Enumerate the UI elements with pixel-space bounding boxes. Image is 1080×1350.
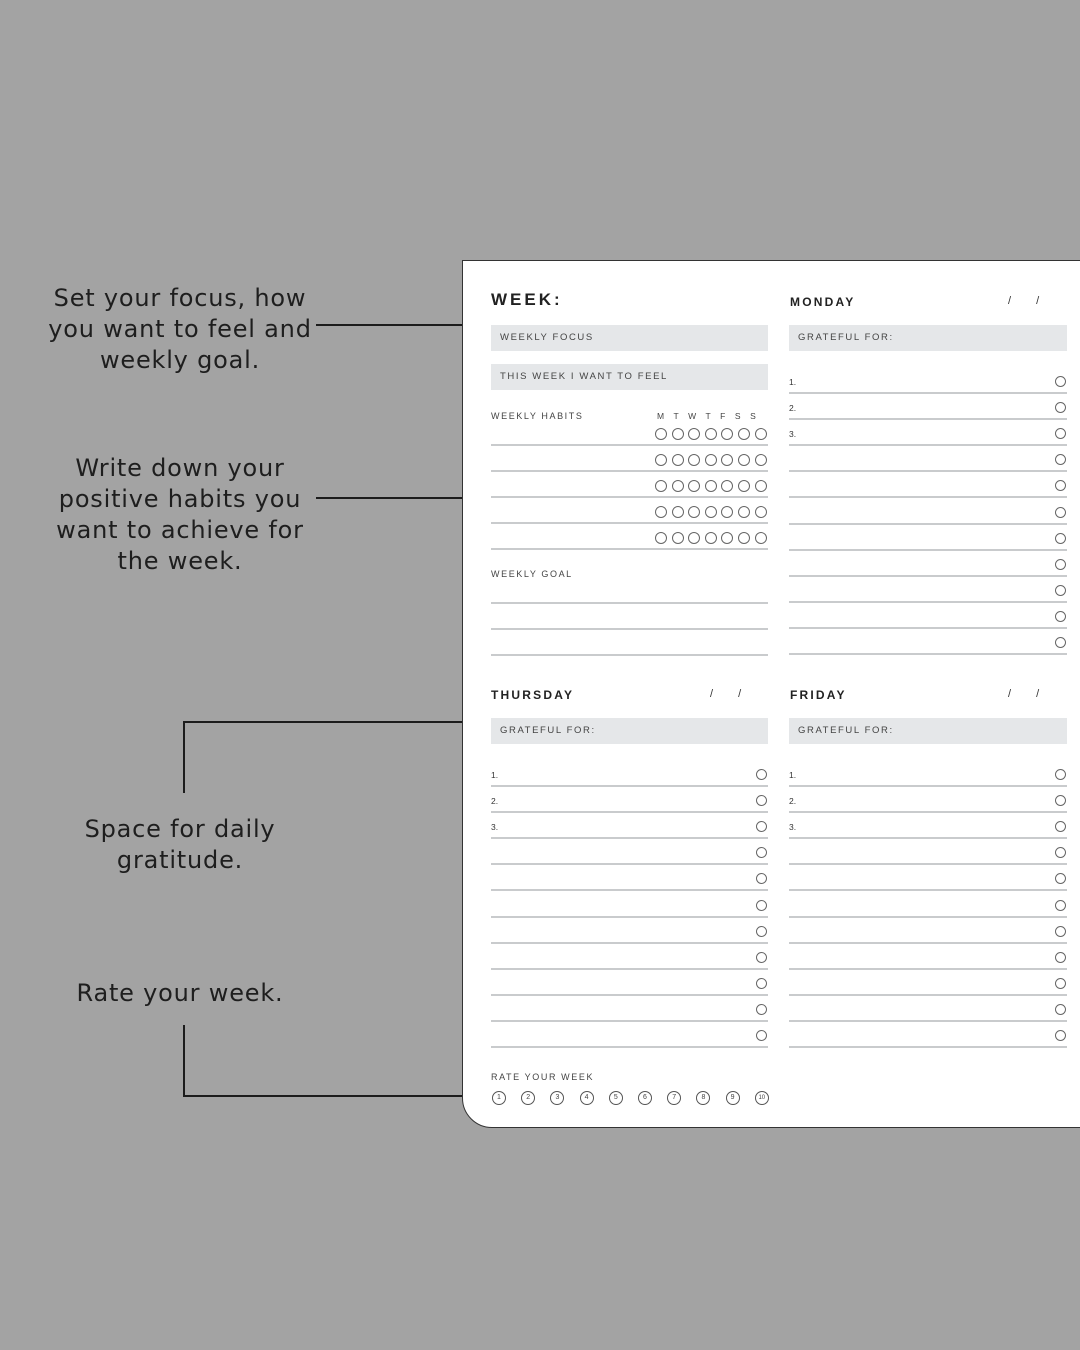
friday-check-circle[interactable] xyxy=(1055,926,1066,937)
habit-checkbox[interactable] xyxy=(738,532,750,544)
monday-grateful-box[interactable] xyxy=(789,325,1067,351)
rating-option[interactable]: 10 xyxy=(755,1091,769,1105)
rating-option[interactable]: 7 xyxy=(667,1091,681,1105)
monday-line[interactable] xyxy=(789,627,1067,629)
habit-checkbox[interactable] xyxy=(672,506,684,518)
weekly-focus-box[interactable] xyxy=(491,325,768,351)
thursday-check-circle[interactable] xyxy=(756,873,767,884)
planner-page xyxy=(462,260,1080,1128)
callout-gratitude: Space for daily gratitude. xyxy=(84,815,276,874)
want-to-feel-label: THIS WEEK I WANT TO FEEL xyxy=(500,371,668,382)
rate-your-week-label: RATE YOUR WEEK xyxy=(491,1072,595,1082)
friday-item-number: 1. xyxy=(789,770,797,780)
habit-checkbox[interactable] xyxy=(672,454,684,466)
thursday-line[interactable] xyxy=(491,863,768,865)
friday-check-circle[interactable] xyxy=(1055,1030,1066,1041)
monday-line[interactable] xyxy=(789,444,1067,446)
weekly-goal-line[interactable] xyxy=(491,628,768,630)
thursday-line[interactable] xyxy=(491,1020,768,1022)
habit-checkbox[interactable] xyxy=(755,454,767,466)
weekly-focus-label: WEEKLY FOCUS xyxy=(500,332,594,343)
habit-checkbox[interactable] xyxy=(655,454,667,466)
want-to-feel-box[interactable] xyxy=(491,364,768,390)
monday-line[interactable] xyxy=(789,523,1067,525)
habit-checkbox[interactable] xyxy=(672,428,684,440)
habit-checkbox[interactable] xyxy=(705,480,717,492)
thursday-check-circle[interactable] xyxy=(756,821,767,832)
habit-checkbox[interactable] xyxy=(738,480,750,492)
rating-option[interactable]: 9 xyxy=(726,1091,740,1105)
friday-item-number: 3. xyxy=(789,822,797,833)
habit-checkbox[interactable] xyxy=(655,506,667,518)
friday-line[interactable] xyxy=(789,811,1067,813)
thursday-check-circle[interactable] xyxy=(756,1004,767,1015)
thursday-line[interactable] xyxy=(491,994,768,996)
habit-checkbox[interactable] xyxy=(672,480,684,492)
rating-option[interactable]: 2 xyxy=(521,1091,535,1105)
monday-check-circle[interactable] xyxy=(1055,454,1066,465)
thursday-grateful-box[interactable] xyxy=(491,718,768,744)
monday-line[interactable] xyxy=(789,418,1067,420)
thursday-line[interactable] xyxy=(491,916,768,918)
habit-checkbox[interactable] xyxy=(721,532,733,544)
thursday-line[interactable] xyxy=(491,837,768,839)
callout-rate: Rate your week. xyxy=(76,979,284,1007)
habit-line[interactable] xyxy=(491,496,768,498)
friday-line[interactable] xyxy=(789,968,1067,970)
habit-line[interactable] xyxy=(491,548,768,550)
habit-checkbox[interactable] xyxy=(721,480,733,492)
habit-checkbox[interactable] xyxy=(688,532,700,544)
habit-checkbox[interactable] xyxy=(721,454,733,466)
habit-line[interactable] xyxy=(491,522,768,524)
thursday-line[interactable] xyxy=(491,968,768,970)
monday-item-number: 1. xyxy=(789,377,797,387)
monday-date-slashes[interactable]: / / xyxy=(1008,295,1040,307)
monday-line[interactable] xyxy=(789,575,1067,577)
friday-grateful-box[interactable] xyxy=(789,718,1067,744)
friday-check-circle[interactable] xyxy=(1055,769,1066,780)
friday-check-circle[interactable] xyxy=(1055,795,1066,806)
monday-line[interactable] xyxy=(789,392,1067,394)
habit-checkbox[interactable] xyxy=(705,506,717,518)
leader-line-gratitude-horizontal xyxy=(183,721,473,723)
thursday-check-circle[interactable] xyxy=(756,952,767,963)
friday-check-circle[interactable] xyxy=(1055,978,1066,989)
monday-grateful-label: GRATEFUL FOR: xyxy=(798,332,894,343)
friday-grateful-label: GRATEFUL FOR: xyxy=(798,725,894,736)
friday-check-circle[interactable] xyxy=(1055,873,1066,884)
monday-check-circle[interactable] xyxy=(1055,585,1066,596)
habit-line[interactable] xyxy=(491,444,768,446)
thursday-check-circle[interactable] xyxy=(756,900,767,911)
thursday-line[interactable] xyxy=(491,811,768,813)
weekly-goal-line[interactable] xyxy=(491,654,768,656)
friday-check-circle[interactable] xyxy=(1055,821,1066,832)
friday-line[interactable] xyxy=(789,942,1067,944)
rating-option[interactable]: 1 xyxy=(492,1091,506,1105)
thursday-line[interactable] xyxy=(491,942,768,944)
habit-checkbox[interactable] xyxy=(655,428,667,440)
thursday-check-circle[interactable] xyxy=(756,795,767,806)
habit-checkbox[interactable] xyxy=(688,428,700,440)
habit-checkbox[interactable] xyxy=(721,428,733,440)
monday-check-circle[interactable] xyxy=(1055,507,1066,518)
monday-check-circle[interactable] xyxy=(1055,428,1066,439)
weekly-habits-label: WEEKLY HABITS xyxy=(491,411,584,421)
habit-checkbox[interactable] xyxy=(655,532,667,544)
rating-option[interactable]: 3 xyxy=(550,1091,564,1105)
habit-line[interactable] xyxy=(491,470,768,472)
thursday-check-circle[interactable] xyxy=(756,847,767,858)
weekly-goal-label: WEEKLY GOAL xyxy=(491,569,573,579)
habit-checkbox[interactable] xyxy=(688,506,700,518)
thursday-item-number: 1. xyxy=(491,770,499,780)
leader-line-rate-vertical xyxy=(183,1025,185,1097)
thursday-grateful-label: GRATEFUL FOR: xyxy=(500,725,596,736)
thursday-line[interactable] xyxy=(491,1046,768,1048)
habit-checkbox[interactable] xyxy=(705,428,717,440)
rating-option[interactable]: 5 xyxy=(609,1091,623,1105)
callout-focus: Set your focus, how you want to feel and weekly goal. xyxy=(48,284,312,374)
monday-check-circle[interactable] xyxy=(1055,533,1066,544)
friday-line[interactable] xyxy=(789,994,1067,996)
monday-check-circle[interactable] xyxy=(1055,376,1066,387)
thursday-check-circle[interactable] xyxy=(756,978,767,989)
friday-heading: FRIDAY xyxy=(790,688,847,702)
habit-days-header: M T W T F S S xyxy=(657,411,760,421)
friday-line[interactable] xyxy=(789,837,1067,839)
habit-checkbox[interactable] xyxy=(705,532,717,544)
thursday-check-circle[interactable] xyxy=(756,926,767,937)
monday-line[interactable] xyxy=(789,549,1067,551)
week-title: WEEK: xyxy=(491,290,563,309)
monday-line[interactable] xyxy=(789,470,1067,472)
monday-item-number: 3. xyxy=(789,429,797,440)
thursday-check-circle[interactable] xyxy=(756,769,767,780)
monday-item-number: 2. xyxy=(789,403,797,414)
habit-checkbox[interactable] xyxy=(755,428,767,440)
thursday-line[interactable] xyxy=(491,889,768,891)
habit-checkbox[interactable] xyxy=(688,454,700,466)
friday-line[interactable] xyxy=(789,863,1067,865)
friday-line[interactable] xyxy=(789,1046,1067,1048)
monday-line[interactable] xyxy=(789,601,1067,603)
leader-line-rate-horizontal xyxy=(183,1095,473,1097)
monday-line[interactable] xyxy=(789,496,1067,498)
habit-checkbox[interactable] xyxy=(721,506,733,518)
habit-checkbox[interactable] xyxy=(755,480,767,492)
friday-line[interactable] xyxy=(789,1020,1067,1022)
habit-checkbox[interactable] xyxy=(738,506,750,518)
monday-check-circle[interactable] xyxy=(1055,559,1066,570)
rating-option[interactable]: 4 xyxy=(580,1091,594,1105)
friday-line[interactable] xyxy=(789,916,1067,918)
thursday-date-slashes[interactable]: / / xyxy=(710,688,742,700)
friday-check-circle[interactable] xyxy=(1055,900,1066,911)
friday-line[interactable] xyxy=(789,785,1067,787)
habit-checkbox[interactable] xyxy=(672,532,684,544)
habit-checkbox[interactable] xyxy=(738,454,750,466)
thursday-heading: THURSDAY xyxy=(491,688,575,702)
friday-line[interactable] xyxy=(789,889,1067,891)
thursday-item-number: 2. xyxy=(491,796,499,807)
monday-check-circle[interactable] xyxy=(1055,480,1066,491)
thursday-line[interactable] xyxy=(491,785,768,787)
rating-option[interactable]: 6 xyxy=(638,1091,652,1105)
friday-date-slashes[interactable]: / / xyxy=(1008,688,1040,700)
friday-check-circle[interactable] xyxy=(1055,952,1066,963)
thursday-item-number: 3. xyxy=(491,822,499,833)
habit-checkbox[interactable] xyxy=(755,506,767,518)
thursday-check-circle[interactable] xyxy=(756,1030,767,1041)
rating-option[interactable]: 8 xyxy=(696,1091,710,1105)
friday-check-circle[interactable] xyxy=(1055,847,1066,858)
habit-checkbox[interactable] xyxy=(755,532,767,544)
habit-checkbox[interactable] xyxy=(688,480,700,492)
habit-checkbox[interactable] xyxy=(655,480,667,492)
weekly-goal-line[interactable] xyxy=(491,602,768,604)
monday-check-circle[interactable] xyxy=(1055,402,1066,413)
monday-line[interactable] xyxy=(789,653,1067,655)
friday-check-circle[interactable] xyxy=(1055,1004,1066,1015)
callout-habits: Write down your positive habits you want to achieve for the week. xyxy=(56,454,304,575)
habit-checkbox[interactable] xyxy=(705,454,717,466)
leader-line-gratitude-vertical xyxy=(183,721,185,793)
monday-check-circle[interactable] xyxy=(1055,637,1066,648)
habit-checkbox[interactable] xyxy=(738,428,750,440)
monday-check-circle[interactable] xyxy=(1055,611,1066,622)
monday-heading: MONDAY xyxy=(790,295,856,309)
friday-item-number: 2. xyxy=(789,796,797,807)
